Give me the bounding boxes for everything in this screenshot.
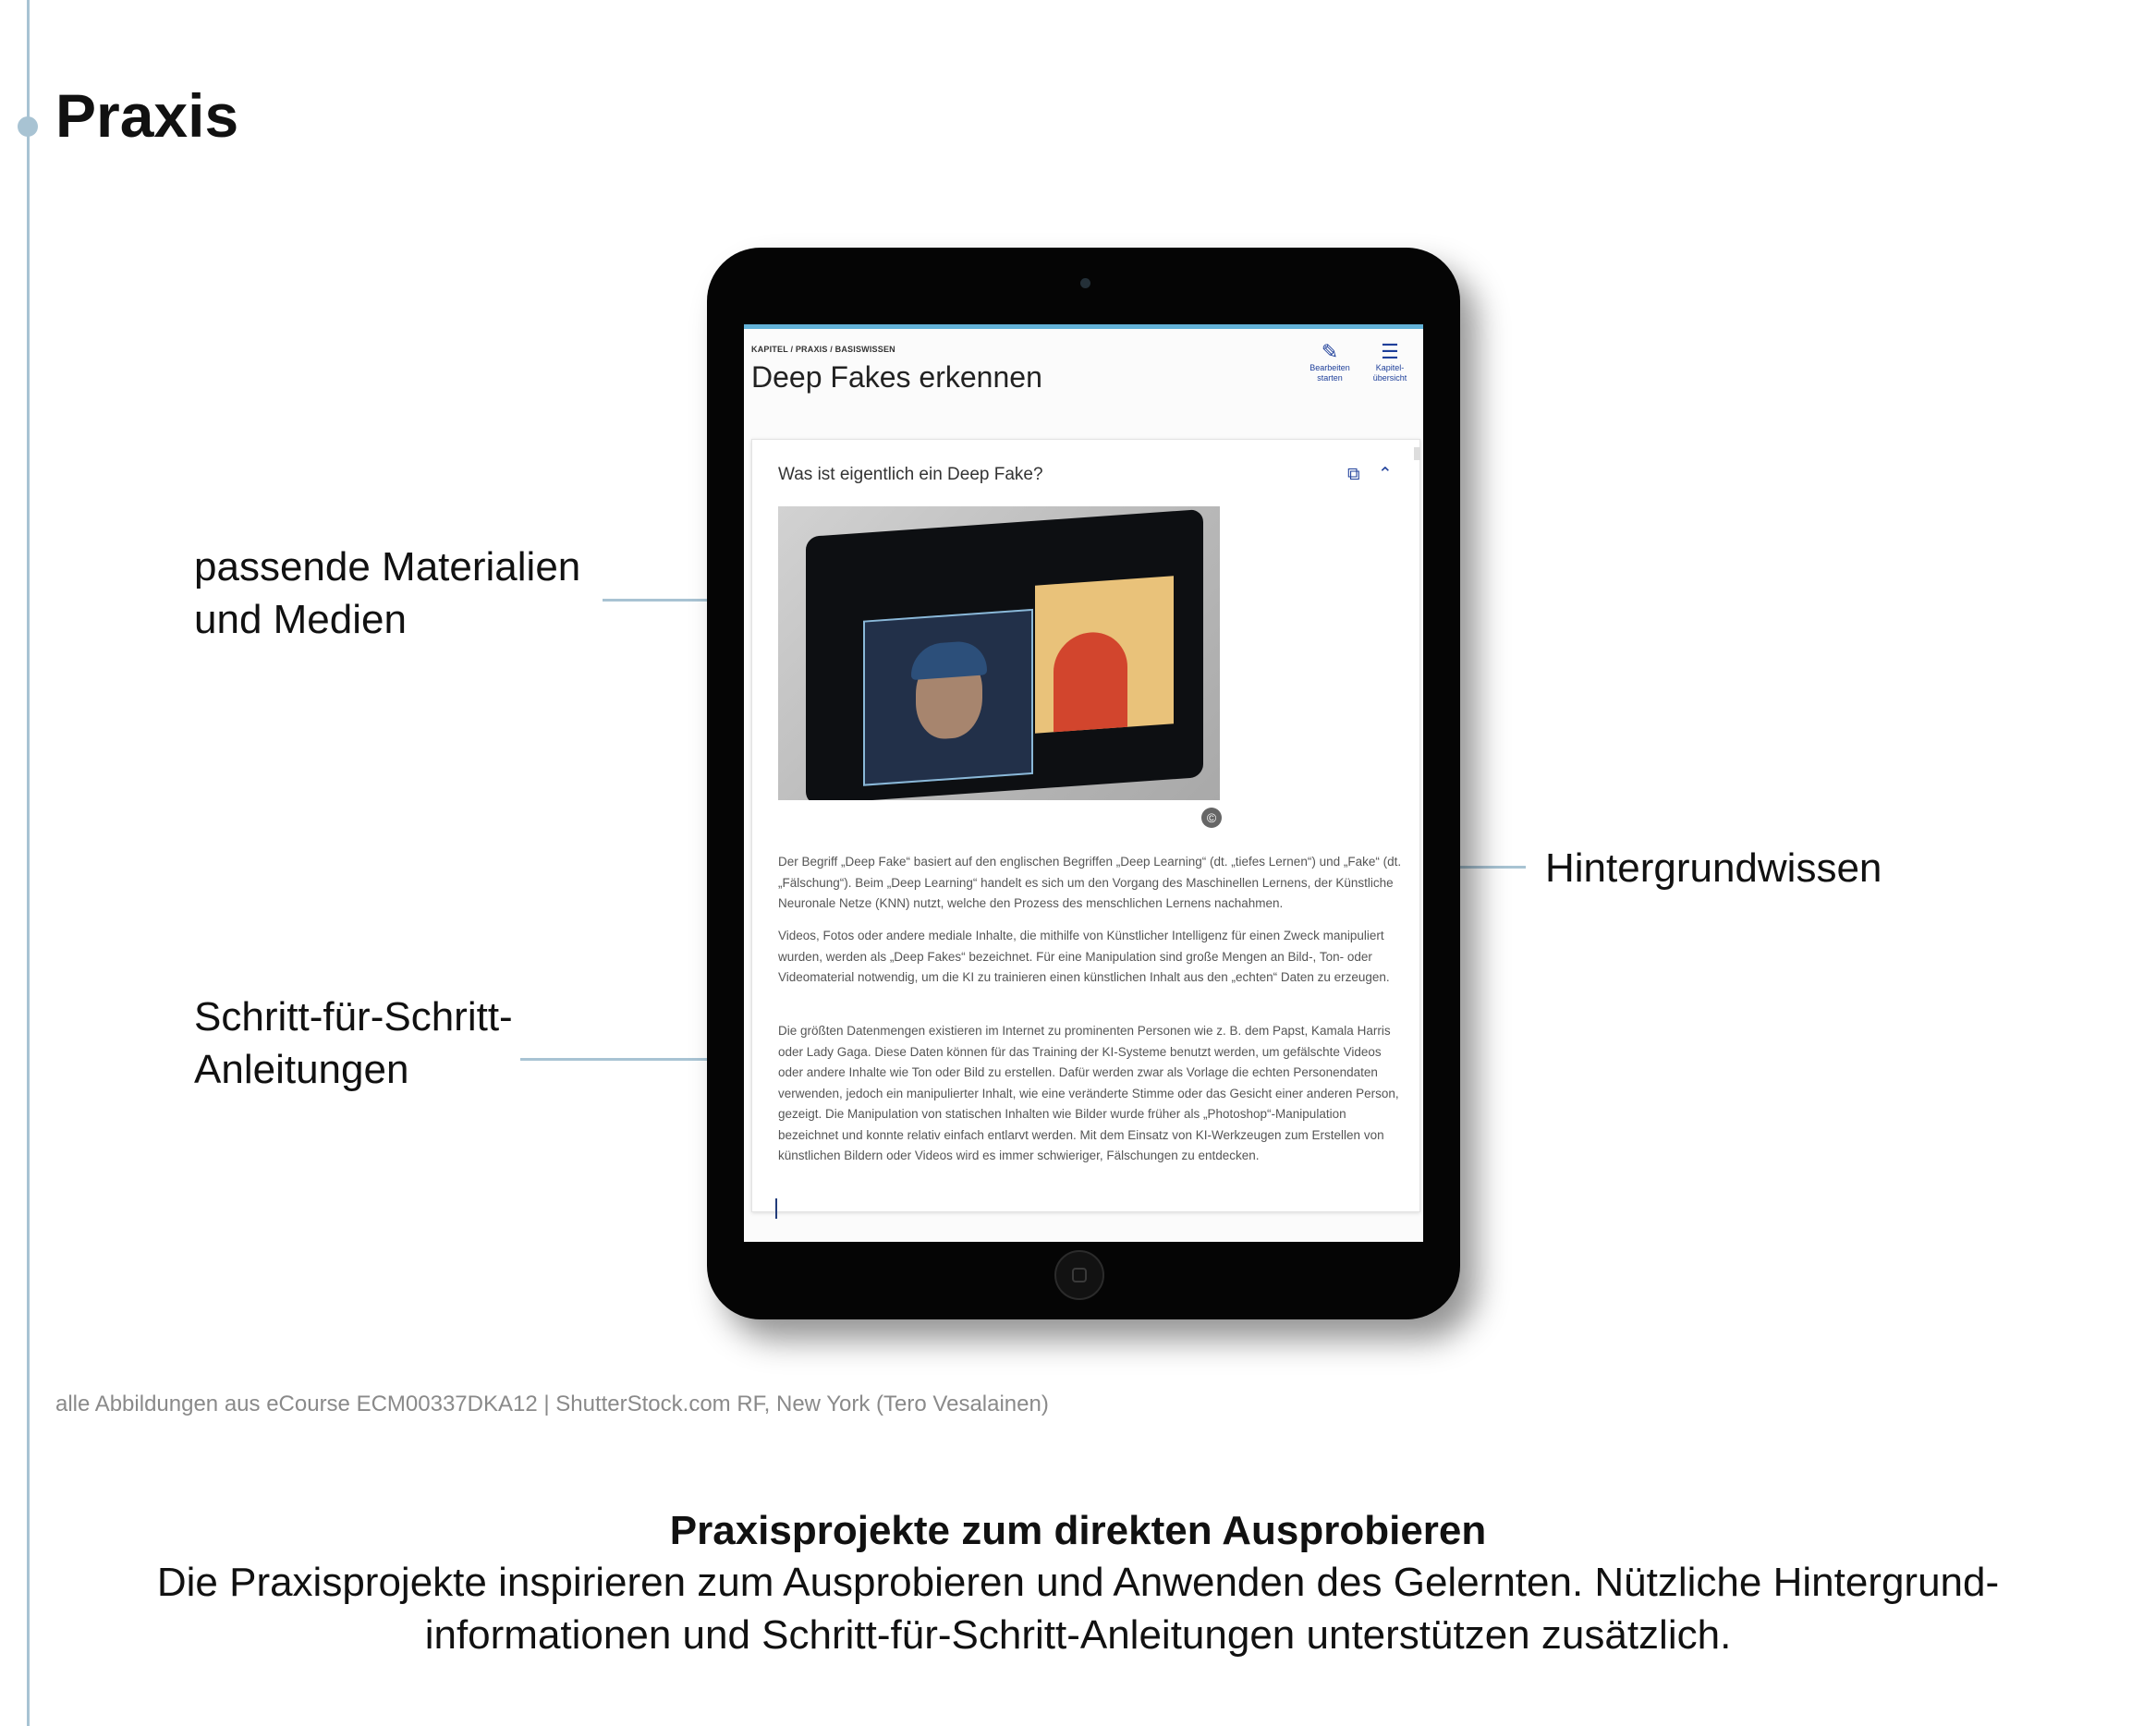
- paragraph-3: Die größten Datenmengen existieren im Internet zu prominenten Personen wie z. B. dem Papst, Kamala Harris oder Lady Gaga. Diese Daten können für das Training der KI-Systeme benutzt werden, um gefälschte Videos oder andere Inhalte wie Ton oder Bild zu erstellen. Dafür werden zwar als Vorlage die echten Personendaten verwenden, jedoch ein manipulierter Inhalt, wie eine veränderte Stimme oder das Gesicht einer anderen Person, gezeigt. Die Manipulation von statischen Inhalten wie Bilder wurde früher als „Photoshop“-Manipulation bezeichnet und konnte relativ einfach entlarvt werden. Mit dem Einsatz von KI-Werkzeugen zum Erstellen von künstlichen Bildern oder Videos wird es immer schwieriger, Fälschungen zu entdecken.: [778, 1024, 1399, 1162]
- person-shape: [1054, 630, 1127, 733]
- camera-icon: [1080, 278, 1090, 288]
- content-card: [751, 439, 1420, 1212]
- callout-materials: passende Materialien und Medien: [194, 544, 581, 642]
- deep-fake-image: [778, 506, 1220, 800]
- tablet-device: [707, 248, 1460, 1319]
- breadcrumb[interactable]: KAPITEL / PRAXIS / BASISWISSEN: [751, 345, 895, 354]
- left-accent-line: [27, 0, 30, 1726]
- collapse-chevron-icon[interactable]: ⌃: [1377, 465, 1393, 484]
- scrollbar[interactable]: [1414, 447, 1420, 460]
- chapter-overview-button[interactable]: [1362, 341, 1418, 383]
- callout-guides: Schritt-für-Schritt- Anleitungen: [194, 994, 513, 1092]
- edit-start-label: Bearbeiten starten: [1309, 363, 1350, 383]
- left-accent-dot: [18, 116, 38, 137]
- video-window-person: [1035, 576, 1174, 733]
- paragraph-2: Videos, Fotos oder andere mediale Inhalte, die mithilfe von Künstlicher Intelligenz für einen Zweck manipuliert wurden, werden als „Deep Fakes“ bezeichnet. Für eine Manipulation sind große Mengen an Bild-, Ton- oder Videomaterial notwendig, um die KI zu trainieren einen künstlichen Inhalt aus den „echten“ Daten zu erzeugen.: [778, 929, 1390, 984]
- image-copyright-icon[interactable]: ©: [1201, 808, 1222, 828]
- list-icon: ☰: [1381, 340, 1399, 363]
- summary-text: Die Praxisprojekte inspirieren zum Ausprobieren und Anwenden des Gelernten. Nützliche Hintergrundinformationen und Schritt-für-Schritt-Anleitungen unterstützen zusätzlich.: [156, 1560, 2000, 1658]
- card-actions: [1334, 464, 1393, 485]
- image-credit: alle Abbildungen aus eCourse ECM00337DKA12 | ShutterStock.com RF, New York (Tero Vesalainen): [55, 1392, 1049, 1416]
- chapter-overview-label: Kapitel- übersicht: [1372, 363, 1407, 383]
- page-title: Praxis: [55, 81, 239, 150]
- edit-start-button[interactable]: [1302, 341, 1358, 383]
- summary-title: Praxisprojekte zum direkten Ausprobieren: [669, 1508, 1487, 1553]
- home-button-square-icon: [1072, 1268, 1087, 1282]
- pencil-icon: ✎: [1321, 340, 1339, 363]
- callout-background: Hintergrundwissen: [1545, 845, 1882, 891]
- cap-shape: [911, 639, 987, 680]
- notes-icon[interactable]: ⧉: [1347, 465, 1360, 484]
- home-button[interactable]: [1054, 1250, 1104, 1300]
- text-cursor: [775, 1198, 777, 1219]
- lesson-title: Deep Fakes erkennen: [751, 360, 1042, 394]
- laptop-illustration: [806, 509, 1203, 800]
- screen-top-accent: [744, 324, 1423, 329]
- video-window-face: [863, 609, 1033, 786]
- card-title: Was ist eigentlich ein Deep Fake?: [778, 465, 1043, 484]
- paragraph-1: Der Begriff „Deep Fake“ basiert auf den englischen Begriffen „Deep Learning“ (dt. „tiefes Lernen“) und „Fake“ (dt. „Fälschung“). Beim „Deep Learning“ handelt es sich um den Vorgang des Maschinellen Lernens, der Künstliche Neuronale Netze (KNN) nutzt, welche den Prozess des menschlichen Lernens nachahmen.: [778, 855, 1402, 910]
- tablet-screen: [744, 324, 1423, 1242]
